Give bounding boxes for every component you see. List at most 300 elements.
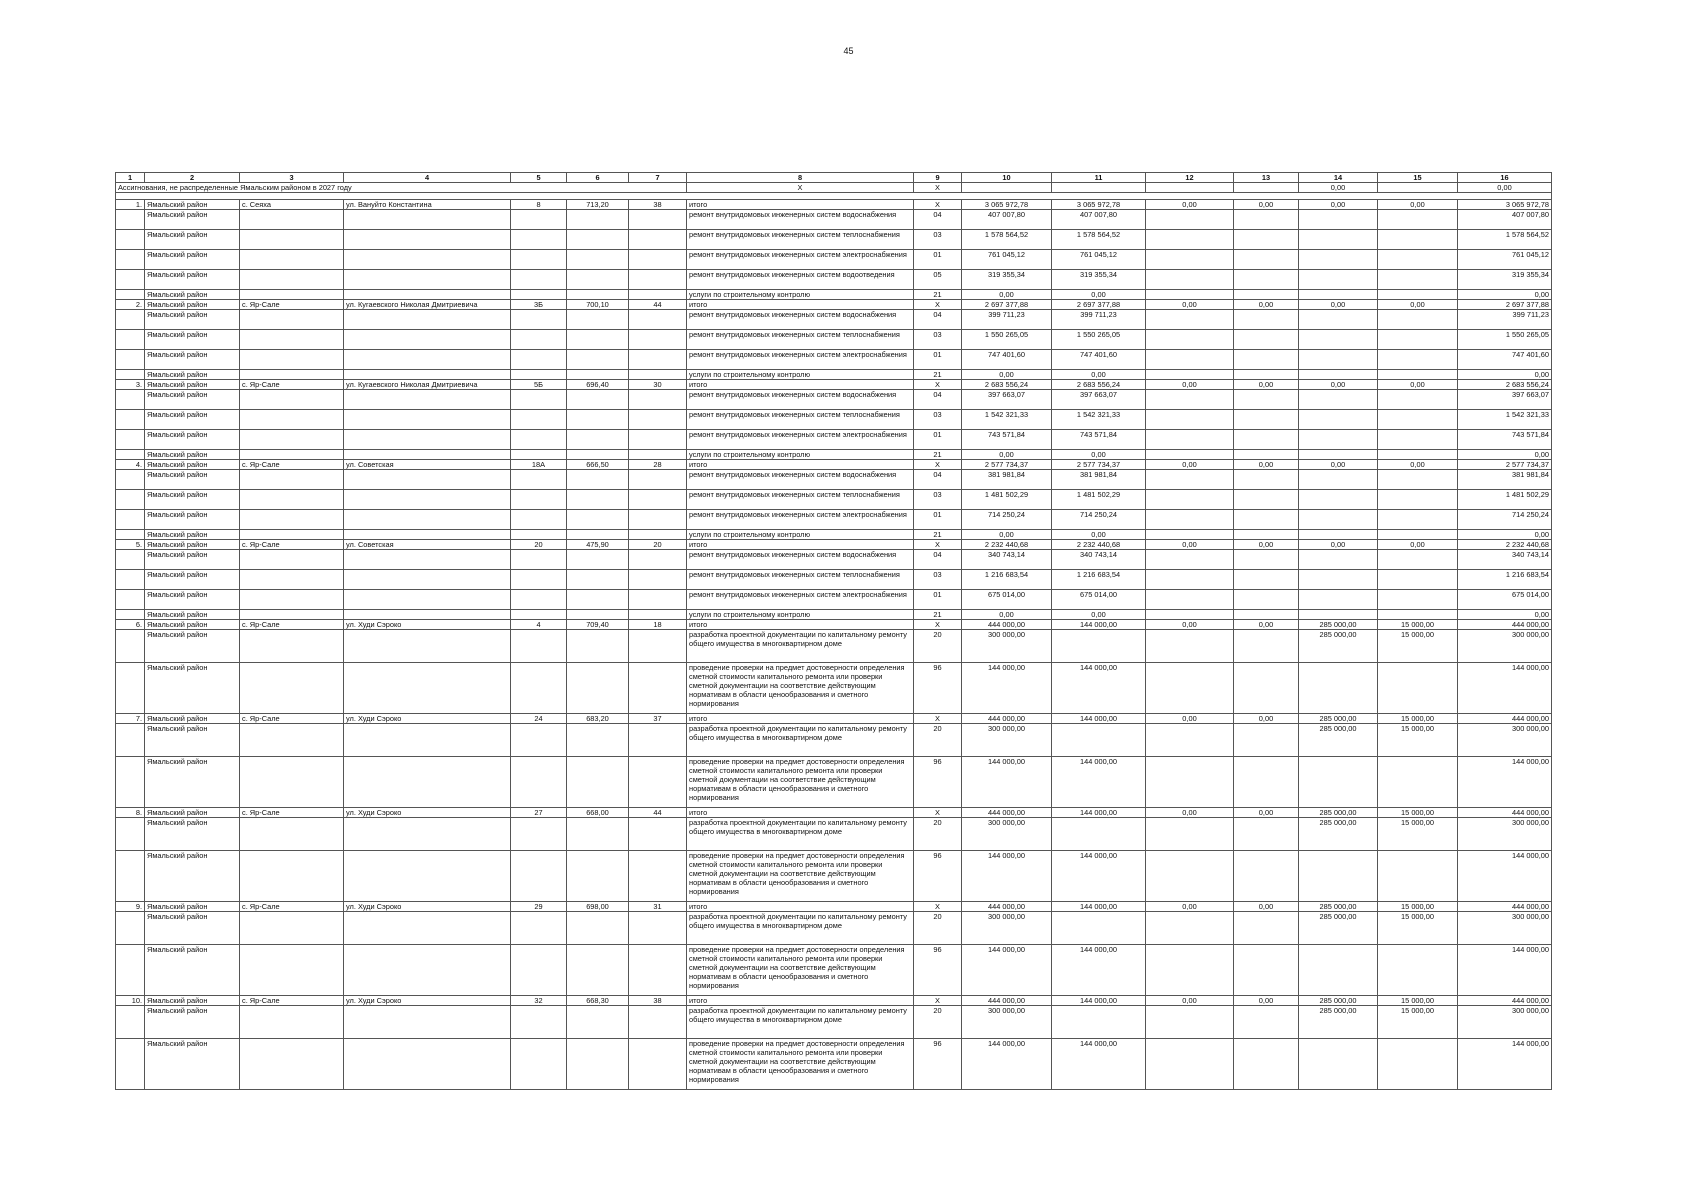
table-cell [567,230,629,250]
table-cell [116,470,145,490]
table-cell [1378,663,1458,714]
table-cell: 1 481 502,29 [1458,490,1552,510]
table-cell [511,210,567,230]
table-cell [116,945,145,996]
table-cell: 444 000,00 [962,714,1052,724]
table-cell: 4 [511,620,567,630]
table-cell: 144 000,00 [1052,996,1146,1006]
table-cell: Ямальский район [145,200,240,210]
table-cell: 1 550 265,05 [1052,330,1146,350]
table-cell: Ямальский район [145,380,240,390]
table-cell: 444 000,00 [962,902,1052,912]
table-cell: 3Б [511,300,567,310]
table-cell [567,570,629,590]
table-cell: 0,00 [1146,996,1234,1006]
table-cell [1234,630,1299,663]
table-row-total [116,620,1552,630]
table-cell: 0,00 [962,530,1052,540]
table-row [116,912,1552,945]
data-table [115,172,1552,1090]
table-cell: 144 000,00 [962,945,1052,996]
table-cell: Ямальский район [145,570,240,590]
table-cell: Ямальский район [145,490,240,510]
table-cell [1299,410,1378,430]
table-cell [1146,757,1234,808]
table-cell [629,590,687,610]
column-number-cell: 16 [1458,173,1552,183]
table-cell: 1 216 683,54 [1458,570,1552,590]
table-cell [344,757,511,808]
table-cell: 01 [914,510,962,530]
table-cell: 319 355,34 [1458,270,1552,290]
table-cell [1299,310,1378,330]
table-cell: 144 000,00 [962,1039,1052,1090]
table-cell [629,310,687,330]
table-cell [240,210,344,230]
table-cell: 381 981,84 [1052,470,1146,490]
table-cell [567,370,629,380]
table-cell: 20 [914,630,962,663]
table-cell: Ямальский район [145,510,240,530]
table-cell [1299,450,1378,460]
table-row [116,530,1552,540]
column-number-cell: 1 [116,173,145,183]
table-cell [567,663,629,714]
table-cell [1146,410,1234,430]
table-cell: 0,00 [1458,290,1552,300]
table-cell: 683,20 [567,714,629,724]
table-cell: 20 [629,540,687,550]
table-cell [116,570,145,590]
table-cell: ул. Вануйто Константина [344,200,511,210]
table-cell: 2 232 440,68 [1458,540,1552,550]
table-cell [511,450,567,460]
table-row [116,724,1552,757]
unallocated-col8: X [687,183,914,193]
table-cell: 2 697 377,88 [962,300,1052,310]
table-cell: Ямальский район [145,270,240,290]
table-cell: 2 577 734,37 [962,460,1052,470]
table-cell [629,851,687,902]
table-cell [629,470,687,490]
table-cell [1234,1039,1299,1090]
table-cell: ул. Худи Сэроко [344,620,511,630]
table-cell: ремонт внутридомовых инженерных систем теплоснабжения [687,230,914,250]
table-cell [567,470,629,490]
table-cell: 747 401,60 [962,350,1052,370]
table-cell [1146,724,1234,757]
table-cell: 18А [511,460,567,470]
table-cell: разработка проектной документации по капитальному ремонту общего имущества в многоквартирном доме [687,818,914,851]
table-cell [1299,250,1378,270]
table-cell: итого [687,902,914,912]
table-cell [629,510,687,530]
table-cell [344,663,511,714]
table-cell: 0,00 [962,370,1052,380]
table-cell: 0,00 [1234,714,1299,724]
table-cell [240,610,344,620]
table-cell: 2 683 556,24 [1458,380,1552,390]
table-cell: 700,10 [567,300,629,310]
table-cell [116,818,145,851]
table-cell [344,270,511,290]
table-cell: разработка проектной документации по капитальному ремонту общего имущества в многоквартирном доме [687,630,914,663]
table-cell: 8. [116,808,145,818]
table-cell: 37 [629,714,687,724]
table-cell: ремонт внутридомовых инженерных систем электроснабжения [687,430,914,450]
table-cell [344,430,511,450]
table-cell [1234,430,1299,450]
table-cell [116,350,145,370]
table-cell [344,330,511,350]
table-cell [629,270,687,290]
table-cell [240,818,344,851]
table-cell: 0,00 [1378,460,1458,470]
table-cell [511,310,567,330]
table-cell: ремонт внутридомовых инженерных систем водоснабжения [687,310,914,330]
table-cell [116,490,145,510]
table-cell: разработка проектной документации по капитальному ремонту общего имущества в многоквартирном доме [687,1006,914,1039]
table-cell: 01 [914,590,962,610]
table-cell: 0,00 [1458,370,1552,380]
table-cell [1146,330,1234,350]
table-cell [1146,250,1234,270]
table-cell: итого [687,620,914,630]
table-cell [629,550,687,570]
table-cell [1234,530,1299,540]
table-cell [1052,630,1146,663]
table-cell: 1 481 502,29 [1052,490,1146,510]
table-cell: разработка проектной документации по капитальному ремонту общего имущества в многоквартирном доме [687,912,914,945]
table-cell: 21 [914,450,962,460]
table-cell [511,757,567,808]
table-cell [1146,290,1234,300]
table-cell: проведение проверки на предмет достоверности определения сметной стоимости капитального ремонта или проверки сметной документации на соответствие действующим нормативам в области ценообразования и сметного нормирования [687,663,914,714]
column-number-cell: 9 [914,173,962,183]
table-row [116,1039,1552,1090]
table-cell: 743 571,84 [962,430,1052,450]
column-number-cell: 5 [511,173,567,183]
table-row [116,610,1552,620]
table-row-total [116,714,1552,724]
table-cell: 0,00 [962,450,1052,460]
table-cell [1234,230,1299,250]
table-cell: итого [687,714,914,724]
table-cell: 0,00 [1146,808,1234,818]
table-cell: 714 250,24 [962,510,1052,530]
table-cell: 444 000,00 [1458,714,1552,724]
table-cell [344,230,511,250]
table-cell: 1 578 564,52 [1458,230,1552,250]
table-cell [567,757,629,808]
table-cell: 285 000,00 [1299,714,1378,724]
table-cell [116,250,145,270]
table-cell: 381 981,84 [1458,470,1552,490]
unallocated-col9: X [914,183,962,193]
table-cell [1378,350,1458,370]
table-cell: 144 000,00 [1052,663,1146,714]
table-cell: 761 045,12 [1052,250,1146,270]
table-cell: 144 000,00 [1458,851,1552,902]
table-cell [1146,590,1234,610]
table-cell: 0,00 [1052,530,1146,540]
table-cell [1234,210,1299,230]
table-cell: 30 [629,380,687,390]
table-cell: 743 571,84 [1458,430,1552,450]
table-row [116,945,1552,996]
table-cell: 0,00 [1052,290,1146,300]
table-cell [344,350,511,370]
table-cell: 300 000,00 [962,630,1052,663]
table-cell [1299,757,1378,808]
table-cell: Ямальский район [145,610,240,620]
table-cell [629,430,687,450]
table-cell [1146,230,1234,250]
table-row [116,550,1552,570]
table-cell [116,1006,145,1039]
table-cell: 20 [914,1006,962,1039]
table-cell: 285 000,00 [1299,1006,1378,1039]
table-cell [1378,510,1458,530]
table-cell: 1 578 564,52 [1052,230,1146,250]
table-cell [1234,550,1299,570]
table-cell [1378,210,1458,230]
table-cell [1234,945,1299,996]
table-cell: 0,00 [1234,300,1299,310]
table-cell [344,590,511,610]
table-cell: 397 663,07 [1458,390,1552,410]
table-cell [629,290,687,300]
table-cell [629,370,687,380]
table-cell [511,945,567,996]
table-cell [629,350,687,370]
table-cell: Ямальский район [145,300,240,310]
table-cell [116,370,145,380]
table-cell [1146,183,1234,193]
table-cell [1146,430,1234,450]
table-cell [567,724,629,757]
table-cell [1378,270,1458,290]
table-cell: услуги по строительному контролю [687,290,914,300]
table-cell: 761 045,12 [1458,250,1552,270]
table-cell: ремонт внутридомовых инженерных систем теплоснабжения [687,410,914,430]
table-cell: Ямальский район [145,912,240,945]
unallocated-row [116,183,1552,193]
table-cell [344,530,511,540]
table-cell [1378,570,1458,590]
table-row-total [116,200,1552,210]
table-cell: Ямальский район [145,663,240,714]
table-cell: 2 577 734,37 [1052,460,1146,470]
table-cell [567,1006,629,1039]
table-row [116,410,1552,430]
table-cell: 407 007,80 [1458,210,1552,230]
table-cell: ул. Советская [344,460,511,470]
table-cell [1378,450,1458,460]
table-cell: 44 [629,808,687,818]
table-cell: 7. [116,714,145,724]
table-cell: 1 542 321,33 [962,410,1052,430]
table-cell [344,490,511,510]
table-cell [240,390,344,410]
table-cell: с. Яр-Сале [240,714,344,724]
table-cell: 15 000,00 [1378,818,1458,851]
table-cell: 04 [914,550,962,570]
table-cell: 0,00 [1299,460,1378,470]
table-cell [1378,183,1458,193]
table-cell: итого [687,996,914,1006]
table-cell: 0,00 [1378,380,1458,390]
table-cell [116,270,145,290]
table-cell [1146,630,1234,663]
table-cell [344,724,511,757]
table-row [116,210,1552,230]
table-cell [240,270,344,290]
table-cell: 44 [629,300,687,310]
table-cell: Ямальский район [145,460,240,470]
table-cell: с. Яр-Сале [240,620,344,630]
table-cell: ул. Советская [344,540,511,550]
table-cell: 0,00 [1299,380,1378,390]
table-row [116,757,1552,808]
table-cell: X [914,460,962,470]
table-cell [511,1039,567,1090]
table-cell [1146,470,1234,490]
table-cell [1234,350,1299,370]
table-cell: 15 000,00 [1378,714,1458,724]
table-cell [1146,510,1234,530]
table-cell: 2. [116,300,145,310]
table-cell [567,430,629,450]
table-cell [1299,610,1378,620]
table-cell [116,851,145,902]
table-cell: X [914,380,962,390]
table-cell [240,1039,344,1090]
table-cell: с. Сеяха [240,200,344,210]
table-cell: 0,00 [1052,610,1146,620]
table-row [116,570,1552,590]
table-cell [240,350,344,370]
table-cell: 0,00 [1146,540,1234,550]
table-cell [116,1039,145,1090]
table-cell [567,530,629,540]
table-cell: 2 232 440,68 [962,540,1052,550]
table-cell: итого [687,808,914,818]
table-row [116,350,1552,370]
table-cell [344,818,511,851]
table-cell: 9. [116,902,145,912]
table-cell: 96 [914,1039,962,1090]
unallocated-col14: 0,00 [1299,183,1378,193]
table-cell [116,610,145,620]
table-cell [116,724,145,757]
table-cell: Ямальский район [145,370,240,380]
table-cell [1378,610,1458,620]
table-cell: 2 232 440,68 [1052,540,1146,550]
table-cell: 5. [116,540,145,550]
table-cell: 0,00 [1234,620,1299,630]
column-number-cell: 13 [1234,173,1299,183]
table-cell: Ямальский район [145,630,240,663]
table-cell [1052,724,1146,757]
table-cell [116,210,145,230]
table-cell [116,230,145,250]
table-cell [240,590,344,610]
table-cell: 0,00 [1378,300,1458,310]
table-cell: 340 743,14 [1052,550,1146,570]
table-cell: 15 000,00 [1378,1006,1458,1039]
table-cell [1234,310,1299,330]
column-number-cell: 15 [1378,173,1458,183]
table-cell: 444 000,00 [962,996,1052,1006]
table-cell [1234,330,1299,350]
table-cell: 761 045,12 [962,250,1052,270]
table-row [116,663,1552,714]
table-cell: 666,50 [567,460,629,470]
table-cell: 300 000,00 [1458,818,1552,851]
table-cell [567,550,629,570]
table-cell [629,230,687,250]
table-cell: 444 000,00 [1458,808,1552,818]
table-cell: 285 000,00 [1299,808,1378,818]
table-row [116,490,1552,510]
table-cell [344,450,511,460]
table-cell [1052,912,1146,945]
table-cell [1378,250,1458,270]
table-cell [344,912,511,945]
table-cell [116,912,145,945]
table-cell [511,724,567,757]
table-cell: 0,00 [1146,200,1234,210]
table-cell [240,530,344,540]
table-cell: 03 [914,490,962,510]
table-cell [1146,945,1234,996]
table-row [116,818,1552,851]
table-cell [511,490,567,510]
table-cell [116,530,145,540]
table-cell [344,390,511,410]
table-cell: X [914,200,962,210]
table-cell [511,570,567,590]
table-cell [116,590,145,610]
table-cell: 21 [914,610,962,620]
table-cell [567,290,629,300]
table-cell: 0,00 [1052,370,1146,380]
table-cell [1299,290,1378,300]
table-cell [240,945,344,996]
table-cell: 444 000,00 [1458,996,1552,1006]
table-cell: Ямальский район [145,724,240,757]
table-cell [629,818,687,851]
table-cell: 3. [116,380,145,390]
table-cell: 3 065 972,78 [1052,200,1146,210]
table-cell: 1 216 683,54 [1052,570,1146,590]
table-cell: услуги по строительному контролю [687,530,914,540]
table-cell [629,530,687,540]
table-cell [1146,1006,1234,1039]
table-cell [1234,590,1299,610]
table-cell: 0,00 [1234,808,1299,818]
table-cell: 0,00 [1146,902,1234,912]
table-cell: 24 [511,714,567,724]
table-cell: 0,00 [1234,902,1299,912]
table-cell: 18 [629,620,687,630]
table-cell [240,430,344,450]
table-cell: Ямальский район [145,330,240,350]
table-cell: с. Яр-Сале [240,902,344,912]
table-cell [344,510,511,530]
table-cell [1234,851,1299,902]
